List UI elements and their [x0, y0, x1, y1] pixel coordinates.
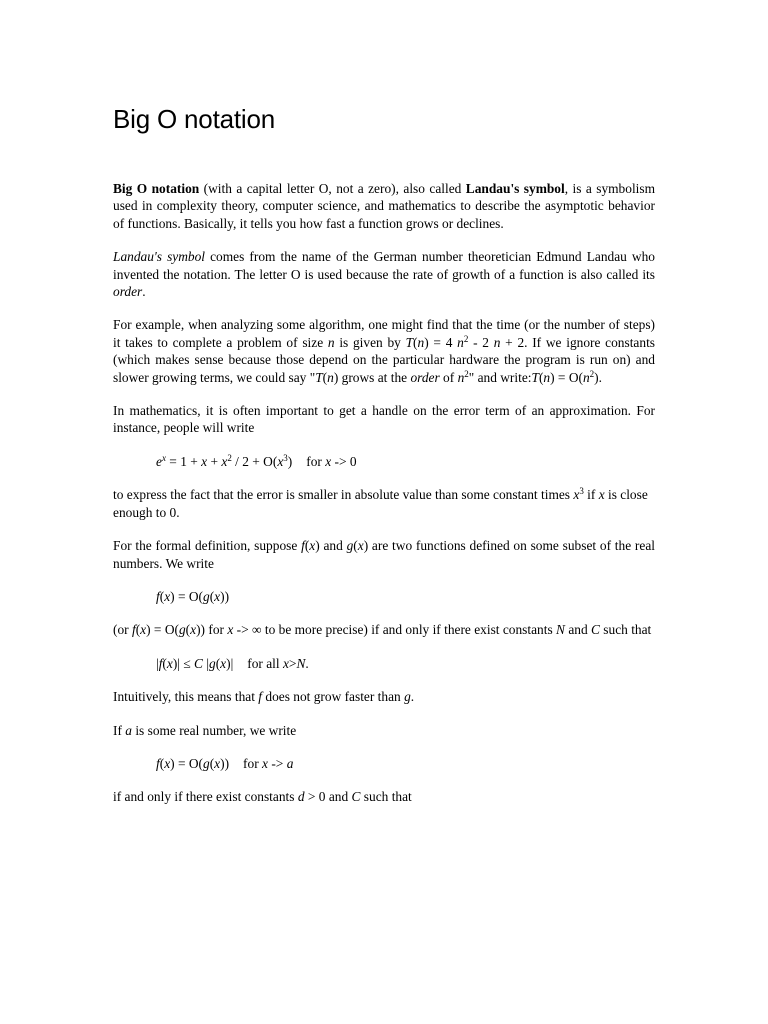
text: + 2. If we ignore constants (which makes sense because those depend on the particular hardware the program is run on) and slower growing terms, we could say "	[113, 334, 656, 385]
term-landau-italic: Landau's symbol	[113, 249, 206, 265]
text: (	[159, 755, 165, 771]
paragraph-intuition	[113, 688, 655, 705]
var-x: x	[214, 755, 221, 771]
text: (	[413, 334, 418, 350]
paragraph-error-term: In mathematics, it is often important to get a handle on the error term of an approximation. For instance, people will write	[113, 403, 655, 436]
var-x: x	[282, 655, 289, 671]
var-f: f	[258, 689, 263, 705]
var-a: a	[286, 755, 294, 771]
text: such that	[599, 622, 652, 638]
text: )	[287, 453, 293, 469]
text: ) grows at the	[333, 369, 411, 385]
paragraph-formal-definition	[113, 537, 655, 572]
var-n: n	[327, 334, 335, 350]
text: ) = 4	[424, 334, 458, 350]
text: comes from the name of the German number theoretician Edmund Landau who invented the notation. The letter O is used because the rate of growth of a function is also called its	[113, 249, 655, 282]
term-order: order	[410, 369, 440, 385]
exponent: 2	[464, 368, 469, 379]
var-g: g	[346, 538, 354, 554]
var-x: x	[214, 588, 221, 604]
paragraph-intro	[113, 180, 655, 232]
text: ) = O(	[170, 755, 203, 771]
paragraph-error-explain	[113, 486, 655, 521]
text: does not grow faster than	[262, 689, 405, 705]
text: +	[207, 453, 222, 469]
var-x: x	[277, 453, 284, 469]
text: " and write:	[468, 369, 532, 385]
term-landau: Landau's symbol	[465, 181, 565, 196]
var-x: x	[201, 453, 208, 469]
text: / 2 + O(	[231, 453, 278, 469]
text: such that	[360, 789, 412, 805]
term-big-o: Big O notation	[113, 181, 200, 196]
text: (	[185, 622, 191, 638]
paragraph-constants	[113, 621, 655, 638]
var-T: T	[405, 334, 414, 350]
text: (	[304, 538, 310, 554]
var-f: f	[158, 655, 163, 671]
document-body	[113, 180, 655, 806]
var-g: g	[203, 755, 210, 771]
paragraph-origin	[113, 248, 655, 300]
text: .	[305, 655, 309, 671]
paragraph-example	[113, 316, 655, 386]
text: ))	[220, 755, 230, 771]
text: of	[439, 369, 458, 385]
text: > 0 and	[304, 789, 352, 805]
var-x: x	[573, 487, 580, 503]
text: ))	[220, 588, 230, 604]
var-x: x	[598, 487, 605, 503]
text: -> ∞ to be more precise) if and only if there exist constants	[233, 622, 557, 638]
text: , is a symbolism used in complexity theory, computer science, and mathematics to describe the asymptotic behavior of functions. Basically, it tells you how fast a function grows or declines.	[113, 181, 656, 231]
var-N: N	[296, 655, 306, 671]
exponent: 3	[283, 452, 288, 463]
text: (or	[113, 622, 132, 638]
var-C: C	[591, 622, 600, 638]
term-order: order	[113, 284, 143, 300]
var-n: n	[457, 369, 465, 385]
text: to express the fact that the error is smaller in absolute value than some constant times	[113, 487, 574, 503]
var-N: N	[556, 622, 565, 638]
var-x: x	[164, 755, 171, 771]
var-e: e	[156, 453, 162, 469]
text: )| ≤	[172, 655, 195, 671]
formula-exp-series	[113, 453, 655, 470]
text: and	[564, 622, 592, 638]
text: Intuitively, this means that	[113, 689, 259, 705]
text: For example, when analyzing some algorithm, one might find that the time (or the number of steps) it takes to complete a problem of size	[113, 317, 655, 350]
text: = 1 +	[165, 453, 202, 469]
var-x: x	[325, 453, 332, 469]
var-n: n	[582, 369, 590, 385]
text: (	[353, 538, 358, 554]
var-x: x	[140, 622, 147, 638]
text: (	[322, 369, 328, 385]
var-g: g	[404, 689, 411, 705]
text: ) = O(	[146, 622, 179, 638]
text: .	[410, 689, 415, 705]
text: )) for	[196, 622, 228, 638]
text: ) are two functions defined on some subset of the real numbers. We write	[113, 538, 655, 571]
var-C: C	[351, 789, 361, 805]
text: (	[162, 655, 167, 671]
text: is given by	[334, 334, 406, 350]
var-f: f	[156, 755, 160, 771]
text: ) and	[315, 538, 347, 554]
text: )|	[226, 655, 234, 671]
text: If	[113, 722, 126, 738]
formula-inequality	[113, 655, 655, 672]
page-title: Big O notation	[113, 104, 275, 134]
text: >	[288, 655, 297, 671]
exponent: x	[161, 452, 166, 463]
text: .	[142, 284, 146, 300]
formula-big-o-def	[113, 588, 655, 605]
var-x: x	[357, 538, 364, 554]
var-n: n	[327, 369, 334, 385]
var-x: x	[190, 622, 197, 638]
exponent: 2	[463, 333, 469, 344]
text: ).	[594, 369, 602, 385]
text: (	[209, 588, 215, 604]
var-x: x	[166, 655, 173, 671]
var-x: x	[262, 755, 268, 771]
text: ) = O(	[550, 369, 583, 385]
var-f: f	[156, 588, 160, 604]
var-x: x	[164, 588, 171, 604]
text: |	[202, 655, 209, 671]
text: - 2	[468, 334, 494, 350]
exponent: 3	[579, 486, 584, 497]
var-a: a	[125, 722, 132, 738]
text: for all	[247, 655, 283, 671]
paragraph-real-number	[113, 722, 655, 739]
var-C: C	[194, 655, 203, 671]
var-g: g	[178, 622, 186, 638]
var-n: n	[493, 334, 501, 350]
text: if and only if there exist constants	[113, 789, 298, 805]
text: is close enough to 0.	[113, 487, 648, 520]
paragraph-constants-d	[113, 788, 655, 805]
var-g: g	[203, 588, 210, 604]
var-x: x	[221, 453, 228, 469]
var-f: f	[301, 538, 305, 554]
exponent: 2	[227, 452, 232, 463]
var-n: n	[417, 334, 425, 350]
text: -> 0	[331, 453, 357, 469]
text: ->	[267, 755, 287, 771]
text: (	[159, 588, 165, 604]
text: (with a capital letter O, not a zero), also called	[199, 181, 466, 196]
text: for	[306, 453, 326, 469]
text: for	[243, 755, 263, 771]
var-T: T	[315, 369, 323, 385]
var-f: f	[131, 622, 136, 638]
text: is some real number, we write	[131, 722, 297, 738]
text: ) = O(	[170, 588, 203, 604]
text: (	[135, 622, 141, 638]
text: (	[215, 655, 221, 671]
text: (	[538, 369, 544, 385]
var-x: x	[220, 655, 227, 671]
text: |	[156, 655, 159, 671]
var-n: n	[457, 334, 464, 350]
text: (	[209, 755, 215, 771]
formula-limit-a	[113, 755, 655, 772]
var-x: x	[227, 622, 234, 638]
var-d: d	[297, 789, 305, 805]
exponent: 2	[589, 368, 595, 379]
var-T: T	[531, 369, 539, 385]
var-x: x	[309, 538, 316, 554]
var-g: g	[209, 655, 216, 671]
text: For the formal definition, suppose	[113, 538, 302, 554]
text: if	[583, 487, 599, 503]
var-n: n	[543, 369, 551, 385]
